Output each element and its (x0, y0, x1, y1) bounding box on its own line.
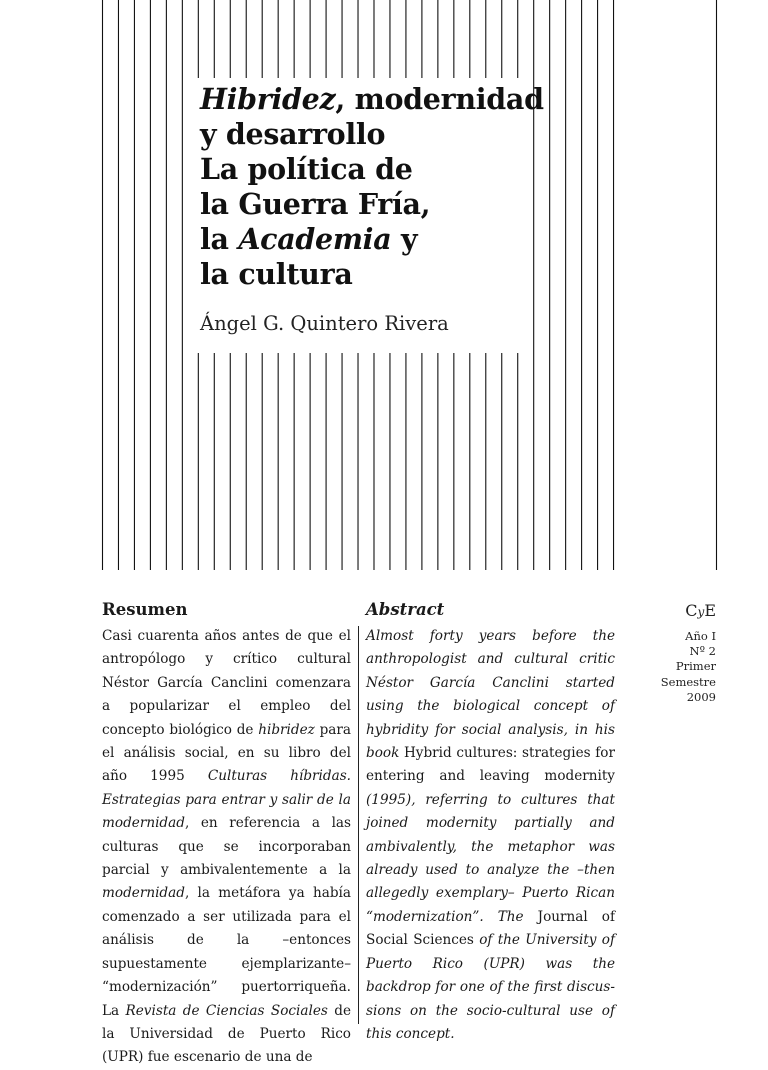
resumen-column (102, 598, 351, 1070)
journal-term-2: Semestre (660, 674, 716, 689)
journal-date: 2009 (686, 689, 716, 704)
abstract-paragraph: Almost forty years before the anthropologist and cultural critic Néstor García Canclini started using the biological concept of hybridity for social analysis, in his book Hybrid cultures: strategies for entering and leaving modernity (1995), referring to cultures that joined modernity partially and ambivalently, the metaphor was already used to analyze the –then allegedly exemplary– Puerto Rican “modernization”. The Journal of Social Sciences of the University of Puerto Rico (UPR) was the backdrop for one of the first discussions on the socio-cultural use of this concept. (366, 628, 615, 1042)
resumen-heading: Resumen (102, 600, 188, 619)
abstract-column (366, 598, 615, 1046)
journal-year: Año I (685, 629, 716, 643)
resumen-paragraph: Casi cuarenta años antes de que el antropólogo y crítico cultural Néstor García Canclini comenzara a popularizar el empleo del concepto biológico de hibridez para el análisis social, en su libro del año 1995 Culturas híbridas. Estrategias para entrar y salir de la modernidad, en referencia a las culturas que se incorporaban parcial y ambivalentemente a la modernidad, la metáfora ya había comenzado a ser utilizada para el análisis de la –entonces supuestamente ejemplarizante– “modernización” puertorriqueña. La Revista de Ciencias Sociales de la Universidad de Puerto Rico (UPR) fue escenario de una de (102, 628, 351, 1066)
journal-logo: CyE (685, 601, 716, 620)
title-line: y desarrollo (200, 117, 386, 151)
journal-term-1: Primer (675, 659, 716, 674)
title-line: la Academia y (200, 222, 418, 256)
title-line: Hibridez, modernidad (200, 82, 544, 116)
journal-number: Nº 2 (689, 644, 716, 659)
title-line: la cultura (200, 257, 353, 291)
article-title (200, 82, 544, 292)
author-name: Ángel G. Quintero Rivera (200, 312, 449, 335)
journal-info (636, 600, 716, 705)
title-box (186, 78, 544, 353)
column-divider (358, 626, 359, 1024)
title-line: la Guerra Fría, (200, 187, 431, 221)
title-line: La política de (200, 152, 413, 186)
abstract-heading: Abstract (366, 600, 445, 619)
